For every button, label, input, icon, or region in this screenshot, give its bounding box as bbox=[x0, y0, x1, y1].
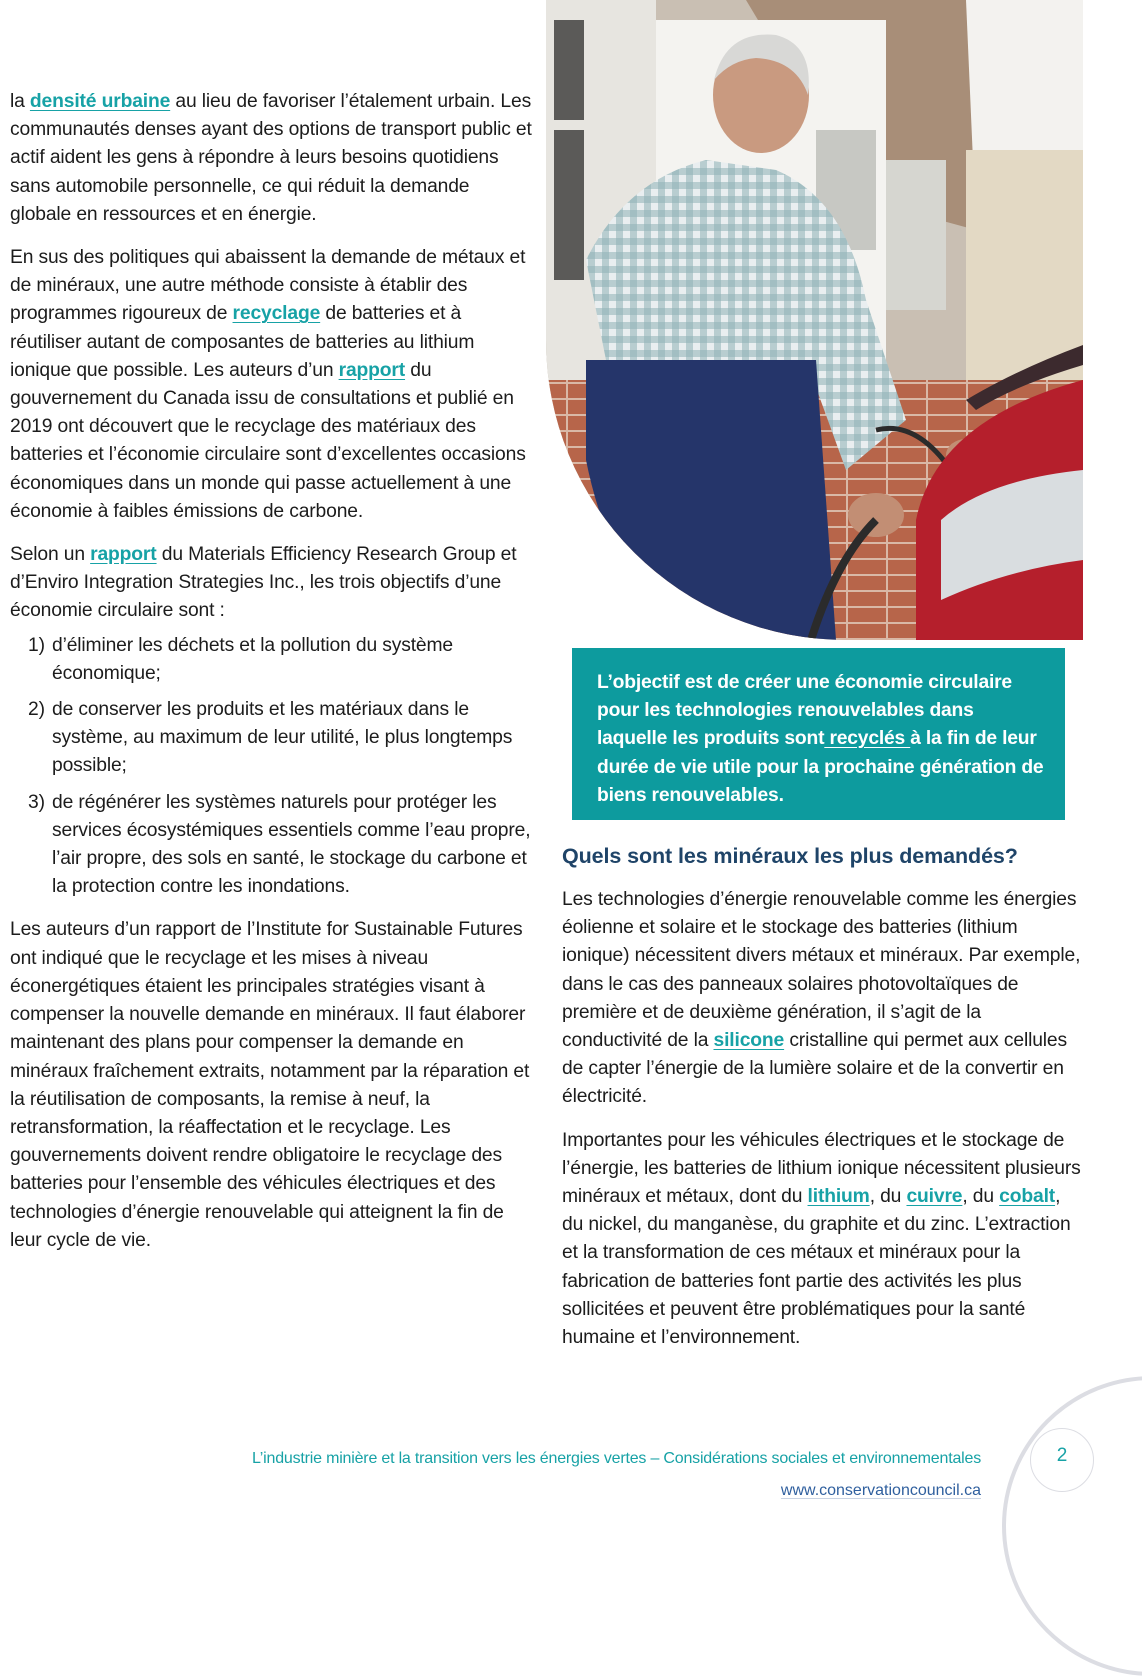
photo-illustration bbox=[546, 0, 1083, 640]
link-rapport-gouvernement[interactable]: rapport bbox=[338, 359, 406, 381]
link-silicone[interactable]: silicone bbox=[713, 1030, 785, 1052]
link-cobalt[interactable]: cobalt bbox=[999, 1186, 1056, 1208]
list-item: 3) de régénérer les systèmes naturels pour protéger les services écosystémiques essentiels comme l’eau propre, l’air propre, des sols en santé, le stockage du carbone et la protection contre les inondations. bbox=[28, 791, 531, 898]
photo-man-charging-ev bbox=[546, 0, 1083, 640]
page-number: 2 bbox=[1056, 1445, 1068, 1466]
paragraph-circular-economy-intro: Selon un rapport du Materials Efficiency Research Group et d’Enviro Integration Strategies Inc., les trois objectifs d’une économie circulaire sont : bbox=[10, 544, 517, 622]
list-item: 2) de conserver les produits et les matériaux dans le système, au maximum de leur utilité, le plus longtemps possible; bbox=[28, 699, 513, 777]
left-column bbox=[10, 88, 535, 1270]
link-recycles[interactable]: recyclés bbox=[824, 728, 911, 750]
objectives-list bbox=[10, 632, 535, 902]
paragraph-renewable-tech: Les technologies d’énergie renouvelable comme les énergies éolienne et solaire et le stockage des batteries (lithium ionique) nécessitent divers métaux et minéraux. Par exemple, dans le cas des panneaux solaires photovoltaïques de première et de deuxième génération, il s’agit de la conductivité de la silicone cristalline qui permet aux cellules de capter l’énergie de la lumière solaire et de la convertir en électricité. bbox=[562, 889, 1081, 1108]
callout-box: L’objectif est de créer une économie circulaire pour les technologies renouvelables dans laquelle les produits sont recyclés à la fin de leur durée de vie utile pour la prochaine génération de biens renouvelables. bbox=[572, 648, 1065, 820]
footer-website-link[interactable]: www.conservationcouncil.ca bbox=[780, 1482, 981, 1499]
link-recyclage[interactable]: recyclage bbox=[232, 303, 321, 325]
section-heading: Quels sont les minéraux les plus demandés? bbox=[562, 844, 1018, 868]
link-densite-urbaine[interactable]: densité urbaine bbox=[29, 91, 171, 112]
paragraph-sustainable-futures: Les auteurs d’un rapport de l’Institute for Sustainable Futures ont indiqué que le recyclage et les mises à niveau éconergétiques étaient les principales stratégies visant à compenser la nouvelle demande en minéraux. Il faut élaborer maintenant des plans pour compenser la demande en minéraux fraîchement extraits, notamment par la réparation et la réutilisation de composants, la remise à neuf, la retransformation, la réaffectation et le recyclage. Les gouvernements doivent rendre obligatoire le recyclage des batteries pour l’ensemble des véhicules électriques et des technologies d’énergie renouvelable qui atteignent la fin de leur cycle de vie. bbox=[10, 919, 530, 1251]
link-rapport-materials-efficiency[interactable]: rapport bbox=[90, 544, 157, 566]
decorative-arc bbox=[1002, 1376, 1142, 1676]
link-cuivre[interactable]: cuivre bbox=[906, 1186, 963, 1208]
paragraph-recycling: En sus des politiques qui abaissent la demande de métaux et de minéraux, une autre méthode consiste à établir des programmes rigoureux de recyclage de batteries et à réutiliser autant de composantes de batteries au lithium ionique que possible. Les auteurs d’un rapport du gouvernement du Canada issu de consultations et publié en 2019 ont découvert que le recyclage des matériaux des batteries et l’économie circulaire sont d’excellentes occasions économiques dans un monde qui passe actuellement à une économie à faibles émissions de carbone. bbox=[10, 247, 526, 522]
paragraph-batteries: Importantes pour les véhicules électriques et le stockage de l’énergie, les batteries de lithium ionique nécessitent plusieurs minéraux et métaux, dont du lithium, du cuivre, du cobalt, du nickel, du manganèse, du graphite et du zinc. L’extraction et la transformation de ces métaux et minéraux pour la fabrication de batteries font partie des activités les plus sollicitées et peuvent être problématiques pour la santé humaine et l’environnement. bbox=[562, 1129, 1081, 1349]
link-lithium[interactable]: lithium bbox=[807, 1186, 870, 1208]
right-column bbox=[562, 886, 1082, 1367]
page-number-circle bbox=[1030, 1428, 1094, 1492]
paragraph-urban-density: la densité urbaine au lieu de favoriser l’étalement urbain. Les communautés denses ayant des options de transport public et actif aident les gens à répondre à leurs besoins quotidiens sans automobile personnelle, ce qui réduit la demande globale en ressources et en énergie. bbox=[10, 91, 532, 225]
footer-document-title: L’industrie minière et la transition vers les énergies vertes – Considérations sociales et environnementales bbox=[251, 1450, 981, 1467]
list-item: 1) d’éliminer les déchets et la pollution du système économique; bbox=[28, 634, 453, 684]
